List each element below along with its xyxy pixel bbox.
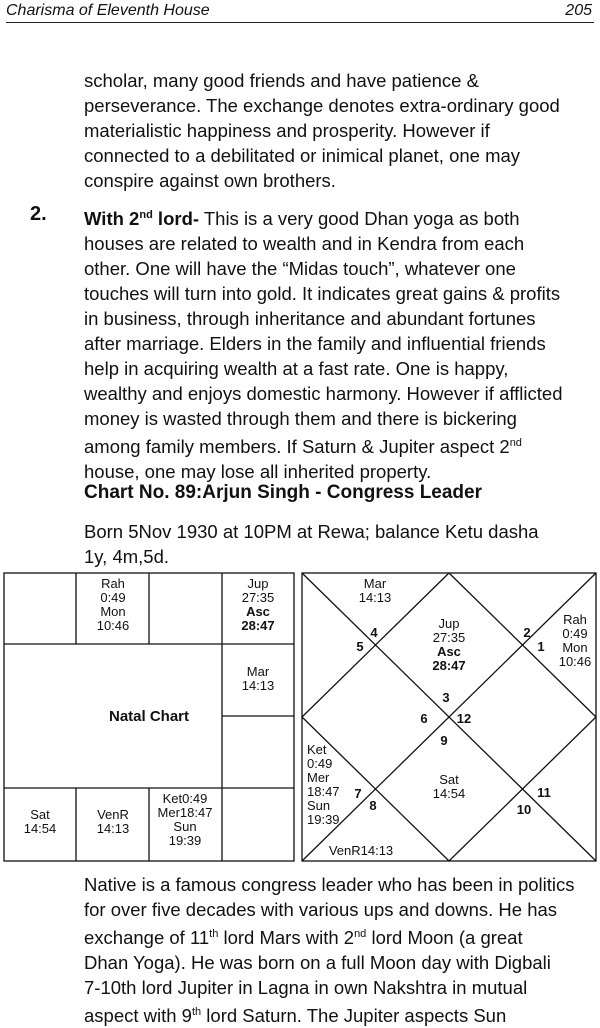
text-line: money is wasted through them and there is bickering: [84, 408, 517, 430]
text-sup: nd: [354, 928, 367, 940]
cell-text: Asc: [437, 644, 461, 659]
house-number: 6: [420, 711, 428, 726]
text-line: scholar, many good friends and have patience &: [84, 70, 479, 91]
cell-text: Sat: [439, 772, 459, 787]
text-line: houses are related to wealth and in Kendra from each: [84, 233, 525, 255]
text-fragment: aspect with 9: [84, 1005, 192, 1027]
text-line: touches will turn into gold. It indicates great gains & profits: [84, 283, 561, 305]
page-number: 205: [565, 2, 592, 19]
house-number: 11: [537, 785, 551, 800]
cell-text: Ket0:49: [162, 791, 208, 806]
house-number: 4: [370, 625, 378, 640]
house-number: 5: [356, 639, 364, 654]
text-line: [84, 431, 596, 459]
text-sup: nd: [509, 437, 522, 450]
text-sup: th: [209, 928, 219, 940]
cell-text: 28:47: [241, 618, 275, 633]
cell-text: 0:49: [562, 626, 588, 641]
house-number: 8: [369, 798, 377, 813]
cell-text: 19:39: [307, 812, 340, 827]
cell-text: 0:49: [307, 756, 333, 771]
text-line: materialistic happiness and prosperity. However if: [84, 120, 490, 141]
natal-chart-square: [3, 572, 295, 862]
text-line: help in acquiring wealth at a fast rate. One is happy,: [84, 358, 509, 380]
running-header: [6, 0, 594, 23]
cell-text: 18:47: [307, 784, 340, 799]
house-number: 10: [516, 802, 532, 817]
text-line: 7-10th lord Jupiter in Lagna in own Nakshtra in mutual: [84, 977, 528, 999]
text-line: after marriage. Elders in the family and influential friends: [84, 333, 546, 355]
text-line: [84, 922, 596, 950]
text-line: [84, 203, 596, 231]
text-fragment: lord Mars with 2: [218, 927, 355, 949]
birth-details: [84, 519, 596, 569]
text-line: conspire against own brothers.: [84, 170, 336, 191]
cell-text: Jup: [247, 576, 269, 591]
cell-text: Sat: [30, 807, 50, 822]
cell-text: 14:54: [432, 786, 466, 801]
cell-text: Mar: [363, 576, 387, 591]
cell-text: Sun: [173, 819, 197, 834]
house-number: 2: [523, 625, 531, 640]
cell-text: Mer: [307, 770, 330, 785]
list-number: 2.: [30, 203, 47, 225]
text-sup: th: [191, 1006, 202, 1019]
text-line: [84, 1000, 596, 1028]
heading-text-end: lord-: [152, 208, 200, 230]
text-fragment: among family members. If Saturn & Jupiter aspect 2: [84, 436, 510, 458]
cell-text: 14:54: [23, 821, 57, 836]
text-fragment: lord Moon (a great: [366, 927, 523, 949]
cell-text: Mon: [100, 604, 126, 619]
cell-text: 10:46: [96, 618, 130, 633]
text-line: Dhan Yoga). He was born on a full Moon day with Digbali: [84, 952, 551, 974]
cell-text: 14:13: [96, 821, 130, 836]
paragraph-1: [84, 68, 596, 193]
text-line: wealthy and enjoys domestic harmony. However if afflicted: [84, 383, 563, 405]
cell-text: VenR14:13: [328, 843, 394, 858]
cell-text: Mar: [246, 664, 270, 679]
text-line: for over five decades with various ups and downs. He has: [84, 899, 558, 920]
text-line: Native is a famous congress leader who has been in politics: [84, 874, 575, 895]
text-line: connected to a debilitated or inimical planet, one may: [84, 145, 521, 166]
cell-text: 28:47: [432, 658, 466, 673]
text-line: in business, through inheritance and abundant fortunes: [84, 308, 536, 330]
cell-text: VenR: [97, 807, 129, 822]
cell-text: Sun: [307, 798, 331, 813]
cell-text: 10:46: [558, 654, 592, 669]
cell-text: Jup: [438, 616, 460, 631]
paragraph-2: [84, 203, 596, 484]
cell-text: Rah: [101, 576, 125, 591]
item-heading: [84, 208, 199, 229]
text-line: other. One will have the “Midas touch”, whatever one: [84, 258, 516, 280]
text-fragment: exchange of 11: [84, 927, 210, 949]
cell-text: 19:39: [168, 833, 202, 848]
cell-text: 0:49: [100, 590, 126, 605]
cell-text: Mer18:47: [157, 805, 213, 820]
text-line: house, one may lose all inherited property.: [84, 461, 432, 483]
text-line: perseverance. The exchange denotes extra-ordinary good: [84, 95, 560, 116]
heading-sup: nd: [139, 209, 153, 221]
text-fragment: lord Saturn. The Jupiter aspects Sun: [201, 1005, 507, 1027]
cell-text: Mon: [562, 640, 588, 655]
cell-text: Asc: [246, 604, 270, 619]
cell-text: 27:35: [432, 630, 466, 645]
cell-text: 14:13: [358, 590, 392, 605]
paragraph-3: [84, 872, 596, 1028]
cell-text: 14:13: [241, 678, 275, 693]
text-line: 1y, 4m,5d.: [84, 546, 170, 567]
text-fragment: This is a very good Dhan yoga as both: [199, 208, 520, 230]
house-number: 9: [440, 733, 448, 748]
text-line: Born 5Nov 1930 at 10PM at Rewa; balance Ketu dasha: [84, 521, 539, 542]
chart-heading: Chart No. 89:Arjun Singh - Congress Leader: [84, 482, 482, 503]
house-number: 12: [456, 711, 472, 726]
house-number: 1: [537, 639, 545, 654]
header-title: Charisma of Eleventh House: [6, 2, 210, 19]
house-number: 7: [354, 786, 362, 801]
north-indian-chart: [301, 572, 597, 862]
cell-text: Rah: [563, 612, 587, 627]
cell-text: Ket: [307, 742, 327, 757]
chart-center-label: Natal Chart: [108, 708, 190, 725]
cell-text: 27:35: [241, 590, 275, 605]
house-number: 3: [442, 690, 450, 705]
heading-text: With 2: [84, 208, 140, 230]
